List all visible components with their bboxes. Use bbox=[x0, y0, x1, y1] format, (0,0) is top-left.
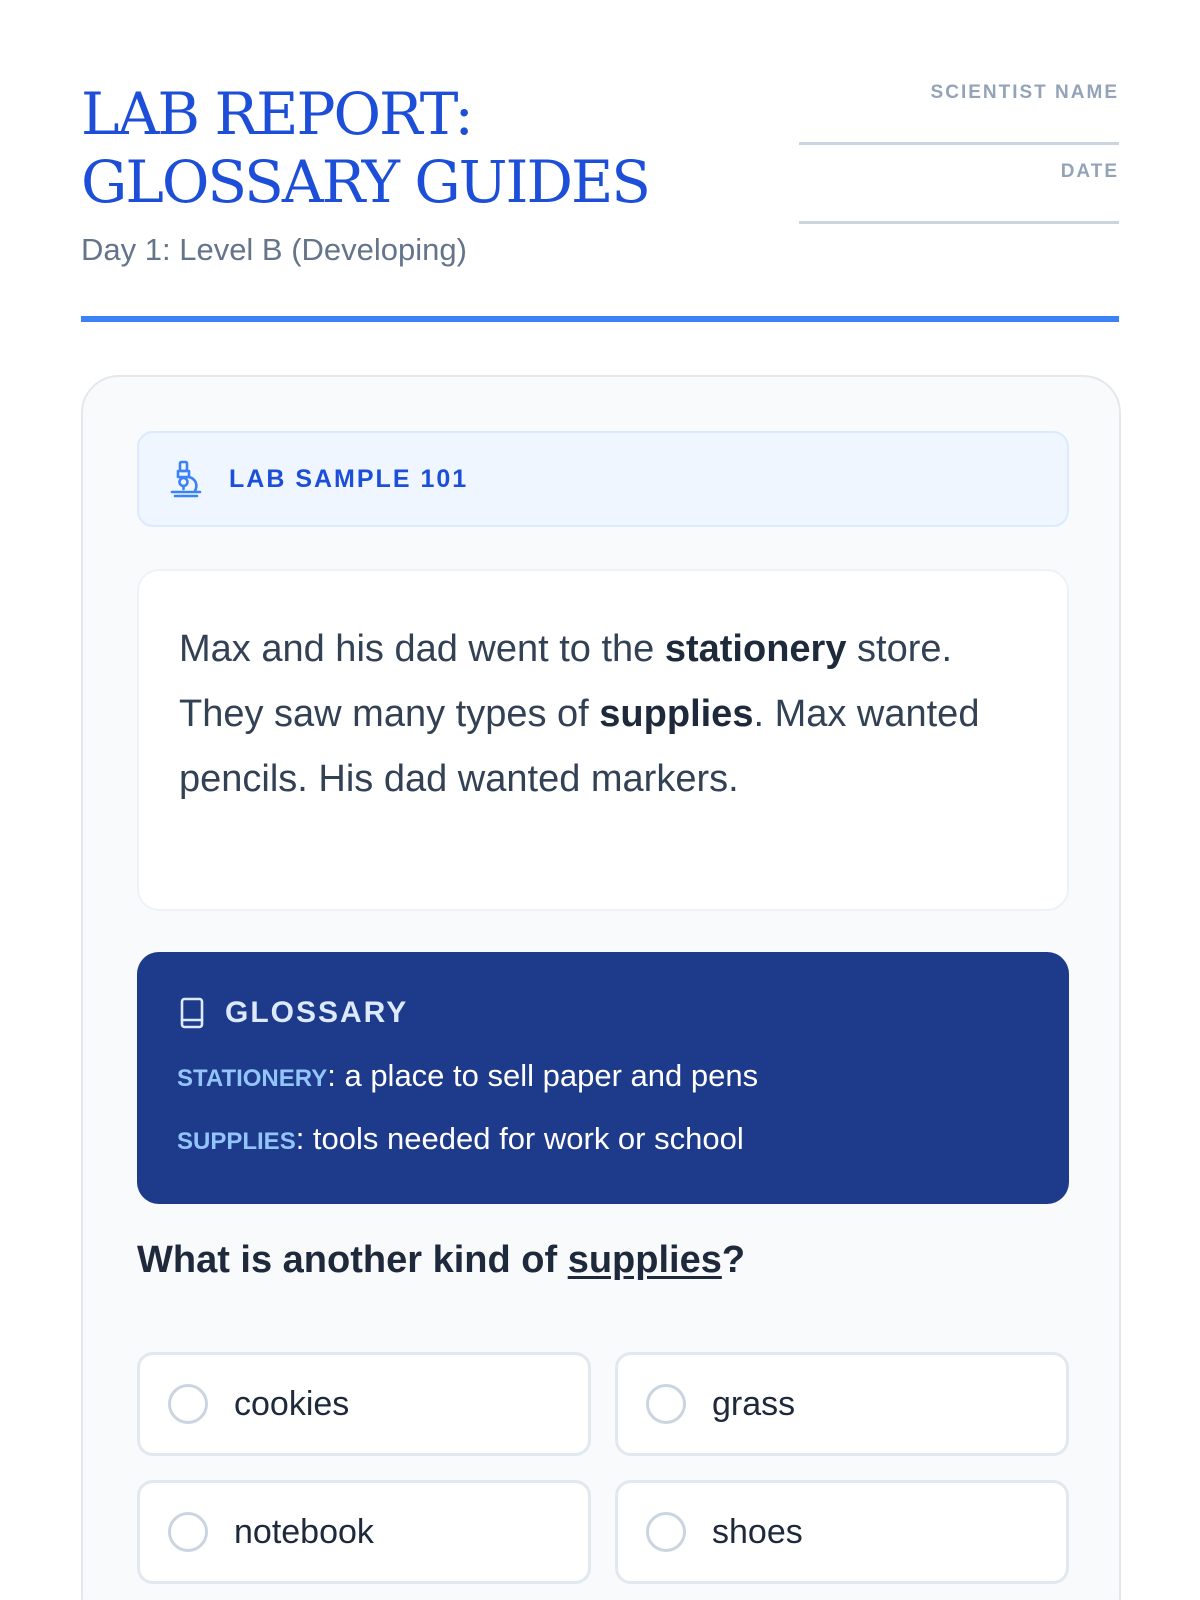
glossary-term: STATIONERY bbox=[177, 1065, 328, 1092]
radio-button[interactable] bbox=[646, 1512, 686, 1552]
answer-label: grass bbox=[712, 1384, 796, 1423]
answer-label: shoes bbox=[712, 1512, 803, 1551]
answer-label: notebook bbox=[234, 1512, 374, 1551]
passage-text: store. They saw many types of bbox=[179, 628, 953, 735]
passage-term-supplies: supplies bbox=[599, 693, 754, 735]
question-suffix: ? bbox=[721, 1239, 746, 1281]
radio-button[interactable] bbox=[646, 1384, 686, 1424]
glossary-entry bbox=[177, 1056, 1029, 1099]
glossary-header bbox=[177, 990, 1029, 1036]
passage-term-stationery: stationery bbox=[664, 628, 847, 670]
date-field[interactable] bbox=[799, 221, 1119, 224]
question-text bbox=[137, 1239, 745, 1282]
answer-option-grass[interactable] bbox=[615, 1352, 1069, 1456]
radio-button[interactable] bbox=[168, 1512, 208, 1552]
answer-label: cookies bbox=[234, 1384, 350, 1423]
student-info bbox=[799, 82, 1119, 224]
reading-passage bbox=[137, 569, 1069, 911]
glossary-box bbox=[137, 952, 1069, 1204]
glossary-definition: : tools needed for work or school bbox=[295, 1121, 744, 1156]
date-label: DATE bbox=[1060, 161, 1119, 182]
answer-option-notebook[interactable] bbox=[137, 1480, 591, 1584]
answer-option-shoes[interactable] bbox=[615, 1480, 1069, 1584]
glossary-heading: GLOSSARY bbox=[225, 996, 409, 1029]
question-prefix: What is another kind of bbox=[137, 1239, 568, 1281]
worksheet-header bbox=[81, 0, 1119, 322]
question-keyword: supplies bbox=[567, 1239, 722, 1281]
radio-button[interactable] bbox=[168, 1384, 208, 1424]
microscope-icon bbox=[169, 460, 203, 498]
page-title: LAB REPORT: GLOSSARY GUIDES bbox=[81, 80, 650, 216]
page-subtitle: Day 1: Level B (Developing) bbox=[81, 232, 467, 267]
lab-sample-banner bbox=[137, 431, 1069, 527]
answer-option-cookies[interactable] bbox=[137, 1352, 591, 1456]
passage-text: . Max wanted pencils. His dad wanted markers. bbox=[179, 693, 980, 800]
glossary-definition: : a place to sell paper and pens bbox=[327, 1058, 759, 1093]
glossary-entry bbox=[177, 1119, 1029, 1162]
lab-sample-card bbox=[81, 375, 1121, 1600]
book-icon bbox=[177, 996, 207, 1030]
passage-text: Max and his dad went to the bbox=[179, 628, 665, 670]
scientist-name-field[interactable] bbox=[799, 142, 1119, 145]
answer-options bbox=[137, 1352, 1069, 1584]
lab-sample-label: LAB SAMPLE 101 bbox=[229, 464, 469, 493]
glossary-term: SUPPLIES bbox=[177, 1128, 296, 1155]
scientist-name-label: SCIENTIST NAME bbox=[930, 82, 1119, 103]
